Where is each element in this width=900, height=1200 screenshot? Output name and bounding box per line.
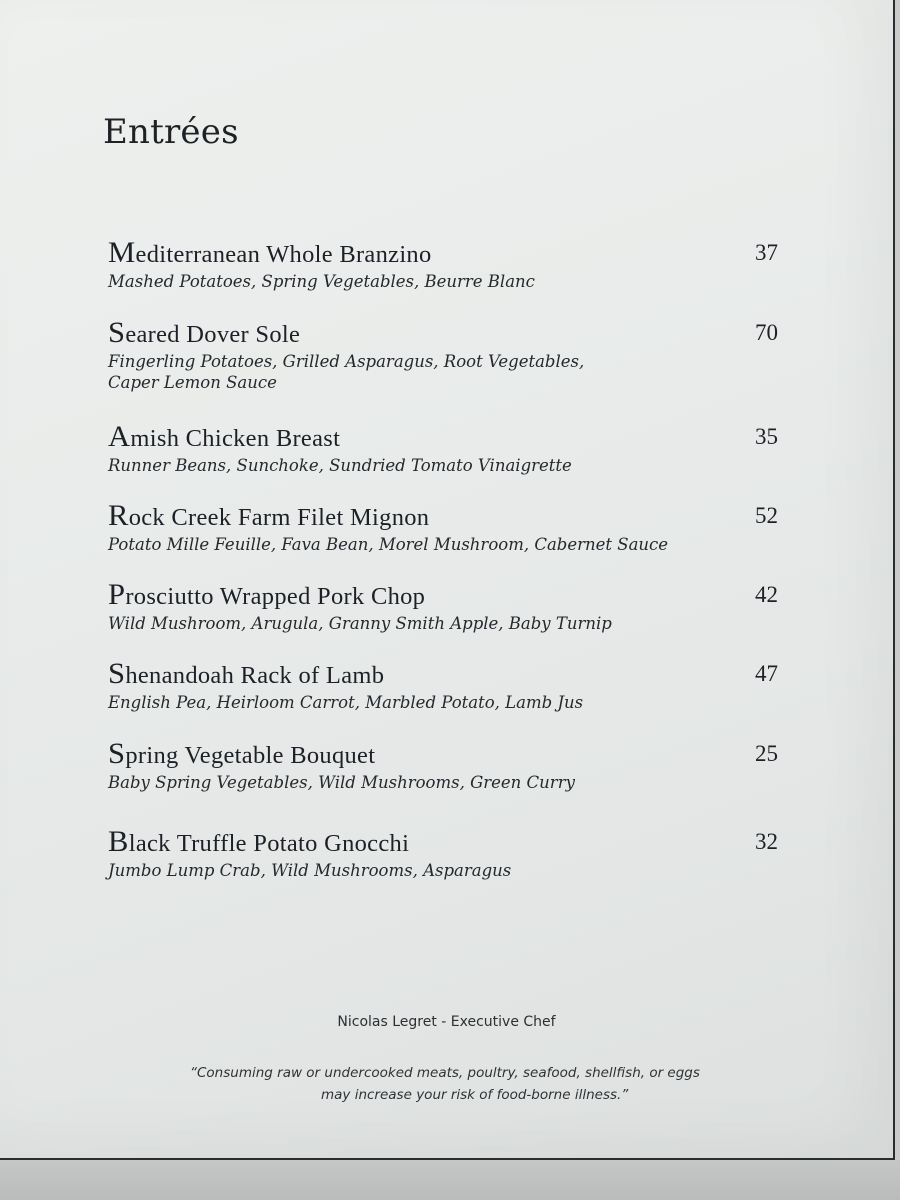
item-price: 70 bbox=[755, 320, 778, 345]
menu-item bbox=[108, 422, 798, 476]
item-description: Mashed Potatoes, Spring Vegetables, Beurre Blanc bbox=[108, 272, 535, 291]
table-surface bbox=[0, 1160, 900, 1200]
menu-item bbox=[108, 739, 798, 793]
menu-item bbox=[108, 238, 798, 292]
item-price: 25 bbox=[755, 741, 778, 766]
item-description: Potato Mille Feuille, Fava Bean, Morel Mushroom, Cabernet Sauce bbox=[108, 535, 669, 554]
item-price: 37 bbox=[755, 240, 778, 265]
menu-item bbox=[108, 501, 798, 555]
menu-item bbox=[108, 659, 798, 713]
item-name: Prosciutto Wrapped Pork Chop bbox=[108, 578, 426, 611]
menu-item bbox=[108, 580, 798, 634]
section-title: Entrées bbox=[103, 112, 239, 152]
item-name: Seared Dover Sole bbox=[108, 316, 301, 349]
item-price: 42 bbox=[755, 582, 778, 607]
item-name: Mediterranean Whole Branzino bbox=[108, 236, 432, 269]
item-name: Black Truffle Potato Gnocchi bbox=[108, 825, 410, 858]
item-name: Spring Vegetable Bouquet bbox=[108, 737, 376, 770]
menu-item bbox=[108, 827, 798, 881]
item-description: English Pea, Heirloom Carrot, Marbled Potato, Lamb Jus bbox=[108, 693, 584, 712]
item-description bbox=[108, 351, 628, 393]
warning-line: “Consuming raw or undercooked meats, poultry, seafood, shellfish, or eggs bbox=[190, 1065, 700, 1081]
item-description: Jumbo Lump Crab, Wild Mushrooms, Asparagus bbox=[108, 861, 512, 880]
item-description: Runner Beans, Sunchoke, Sundried Tomato Vinaigrette bbox=[108, 456, 572, 475]
item-price: 47 bbox=[755, 661, 778, 686]
menu-item bbox=[108, 318, 798, 393]
item-description-line: Caper Lemon Sauce bbox=[108, 373, 277, 392]
chef-credit: Nicolas Legret - Executive Chef bbox=[337, 1014, 556, 1030]
item-description: Baby Spring Vegetables, Wild Mushrooms, Green Curry bbox=[108, 773, 575, 792]
item-price: 32 bbox=[755, 829, 778, 854]
item-description: Wild Mushroom, Arugula, Granny Smith Apple, Baby Turnip bbox=[108, 614, 612, 633]
item-name: Rock Creek Farm Filet Mignon bbox=[108, 499, 430, 532]
item-price: 35 bbox=[755, 424, 778, 449]
warning-line: may increase your risk of food-borne illness.” bbox=[321, 1087, 629, 1103]
food-safety-warning bbox=[190, 1062, 710, 1106]
item-price: 52 bbox=[755, 503, 778, 528]
item-description-line: Fingerling Potatoes, Grilled Asparagus, Root Vegetables, bbox=[108, 352, 585, 371]
item-name: Shenandoah Rack of Lamb bbox=[108, 657, 385, 690]
item-name: Amish Chicken Breast bbox=[108, 420, 341, 453]
